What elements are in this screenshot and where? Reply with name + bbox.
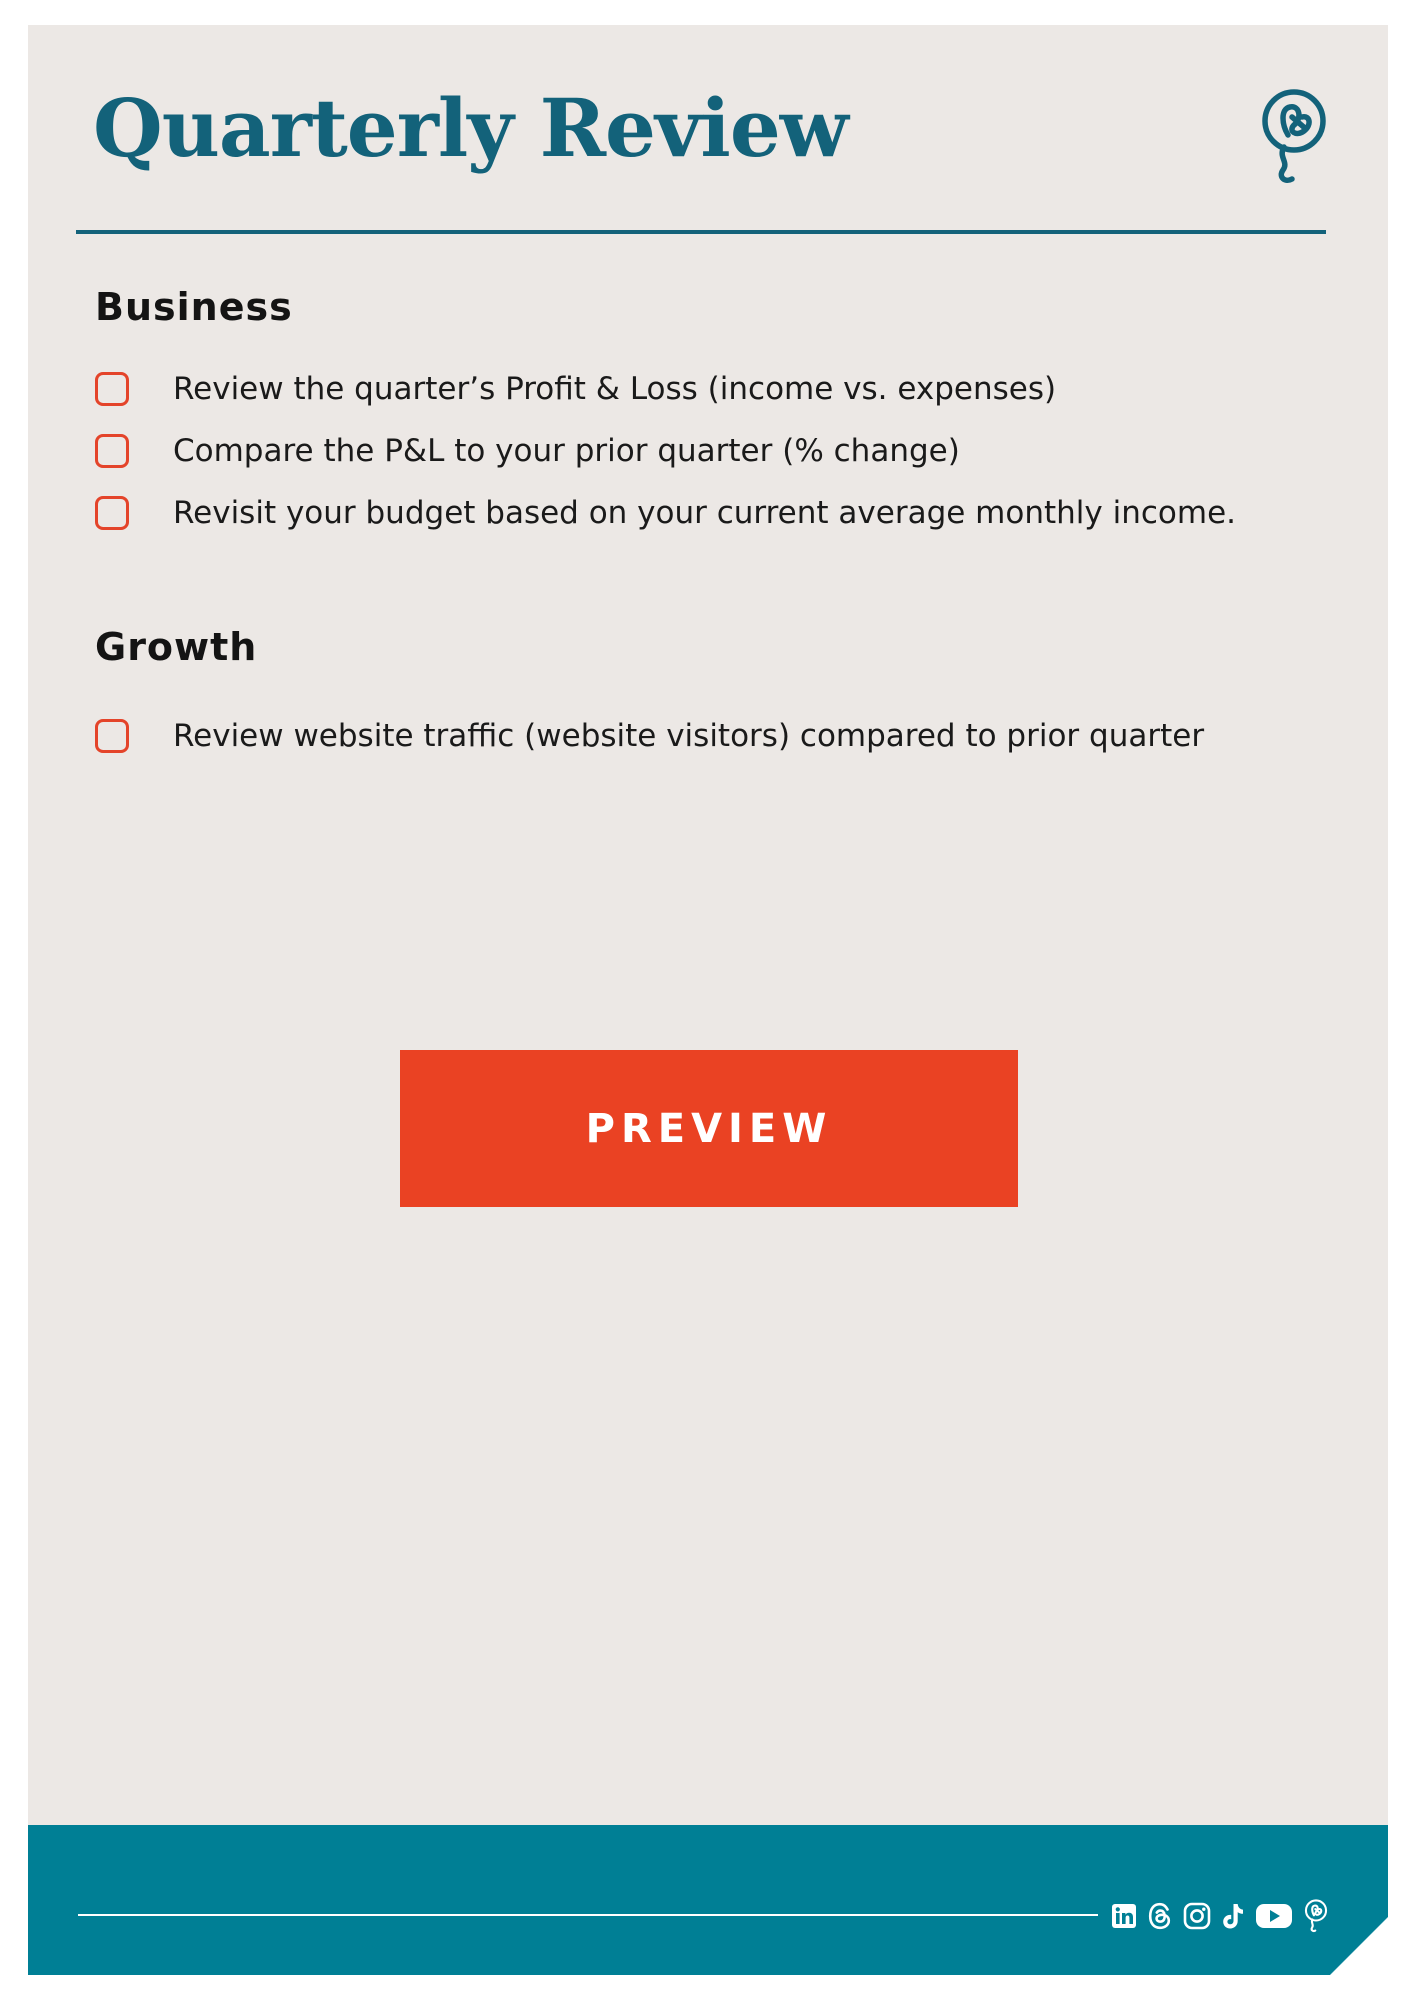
threads-icon[interactable]	[1147, 1902, 1173, 1930]
checkbox[interactable]	[95, 372, 129, 406]
section-heading-business: Business	[95, 285, 293, 329]
linkedin-icon[interactable]	[1111, 1903, 1137, 1929]
brand-logo-icon	[1258, 85, 1330, 189]
footer	[28, 1825, 1388, 1975]
youtube-icon[interactable]	[1255, 1902, 1293, 1930]
checklist-item-label: Review the quarter’s Profit & Loss (income vs. expenses)	[173, 371, 1057, 407]
checklist-item	[95, 491, 1315, 535]
social-links	[1111, 1899, 1329, 1933]
checkbox[interactable]	[95, 719, 129, 753]
brand-logo-icon[interactable]	[1303, 1898, 1329, 1934]
checklist-item	[95, 714, 1315, 758]
checkbox[interactable]	[95, 496, 129, 530]
page-corner-fold	[1330, 1917, 1388, 1975]
checkbox[interactable]	[95, 434, 129, 468]
title-divider	[76, 230, 1326, 234]
footer-divider	[78, 1914, 1098, 1916]
checklist-item-label: Revisit your budget based on your current average monthly income.	[173, 495, 1236, 531]
preview-button[interactable]: PREVIEW	[400, 1050, 1018, 1207]
instagram-icon[interactable]	[1183, 1902, 1211, 1930]
checklist-item	[95, 367, 1315, 411]
page-title: Quarterly Review	[93, 81, 848, 175]
checklist-item	[95, 429, 1315, 473]
tiktok-icon[interactable]	[1221, 1902, 1245, 1930]
section-heading-growth: Growth	[95, 625, 258, 669]
checklist-item-label: Review website traffic (website visitors) compared to prior quarter	[173, 718, 1205, 754]
checklist-item-label: Compare the P&L to your prior quarter (% change)	[173, 433, 960, 469]
document-page	[28, 25, 1388, 1975]
